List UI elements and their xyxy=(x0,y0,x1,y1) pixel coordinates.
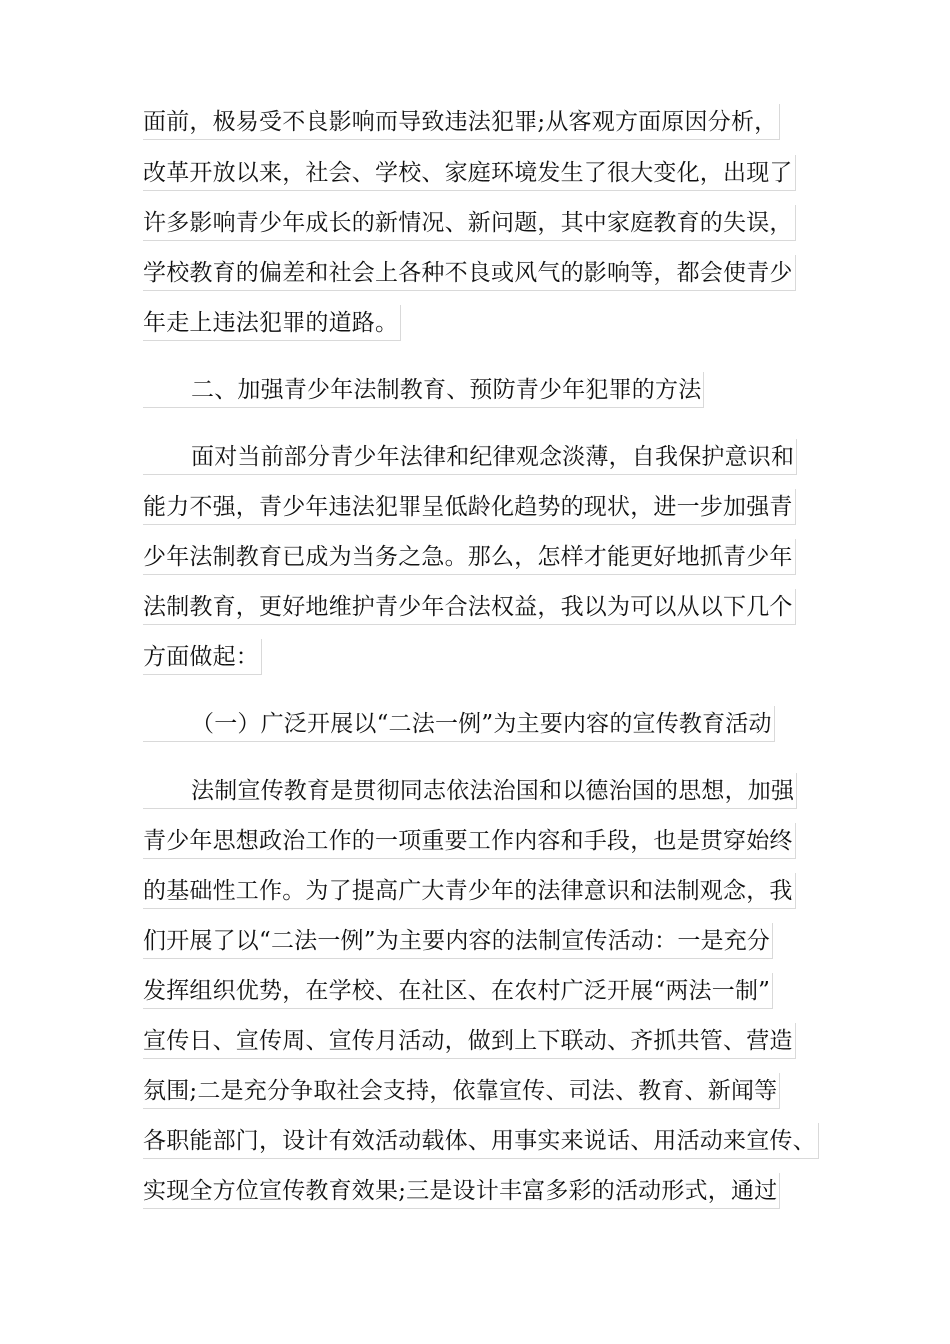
section-heading: 二、加强青少年法制教育、预防青少年犯罪的方法 xyxy=(143,372,704,408)
text-line: 许多影响青少年成长的新情况、新问题，其中家庭教育的失误， xyxy=(143,205,796,241)
text-line: 少年法制教育已成为当务之急。那么，怎样才能更好地抓青少年 xyxy=(143,539,796,575)
text-line: 面对当前部分青少年法律和纪律观念淡薄，自我保护意识和 xyxy=(143,439,797,475)
text-line: 各职能部门，设计有效活动载体、用事实来说话、用活动来宣传、 xyxy=(143,1123,819,1159)
text-line: 能力不强，青少年违法犯罪呈低龄化趋势的现状，进一步加强青 xyxy=(143,489,796,525)
text-line: 法制教育，更好地维护青少年合法权益，我以为可以从以下几个 xyxy=(143,589,796,625)
text-line: 年走上违法犯罪的道路。 xyxy=(143,305,401,341)
text-line: 的基础性工作。为了提高广大青少年的法律意识和法制观念，我 xyxy=(143,873,796,909)
text-line: 方面做起： xyxy=(143,639,262,675)
subsection-heading: （一）广泛开展以“二法一例”为主要内容的宣传教育活动 xyxy=(143,706,775,742)
text-line: 学校教育的偏差和社会上各种不良或风气的影响等，都会使青少 xyxy=(143,255,796,291)
text-line: 发挥组织优势，在学校、在社区、在农村广泛开展“两法一制” xyxy=(143,973,773,1009)
text-line: 氛围;二是充分争取社会支持，依靠宣传、司法、教育、新闻等 xyxy=(143,1073,780,1109)
text-line: 面前，极易受不良影响而导致违法犯罪;从客观方面原因分析， xyxy=(143,104,780,140)
text-line: 青少年思想政治工作的一项重要工作内容和手段，也是贯穿始终 xyxy=(143,823,796,859)
text-line: 改革开放以来，社会、学校、家庭环境发生了很大变化，出现了 xyxy=(143,155,796,191)
text-line: 实现全方位宣传教育效果;三是设计丰富多彩的活动形式，通过 xyxy=(143,1173,780,1209)
text-line: 宣传日、宣传周、宣传月活动，做到上下联动、齐抓共管、营造 xyxy=(143,1023,796,1059)
text-line: 法制宣传教育是贯彻同志依法治国和以德治国的思想，加强 xyxy=(143,773,797,809)
text-line: 们开展了以“二法一例”为主要内容的法制宣传活动：一是充分 xyxy=(143,923,773,959)
